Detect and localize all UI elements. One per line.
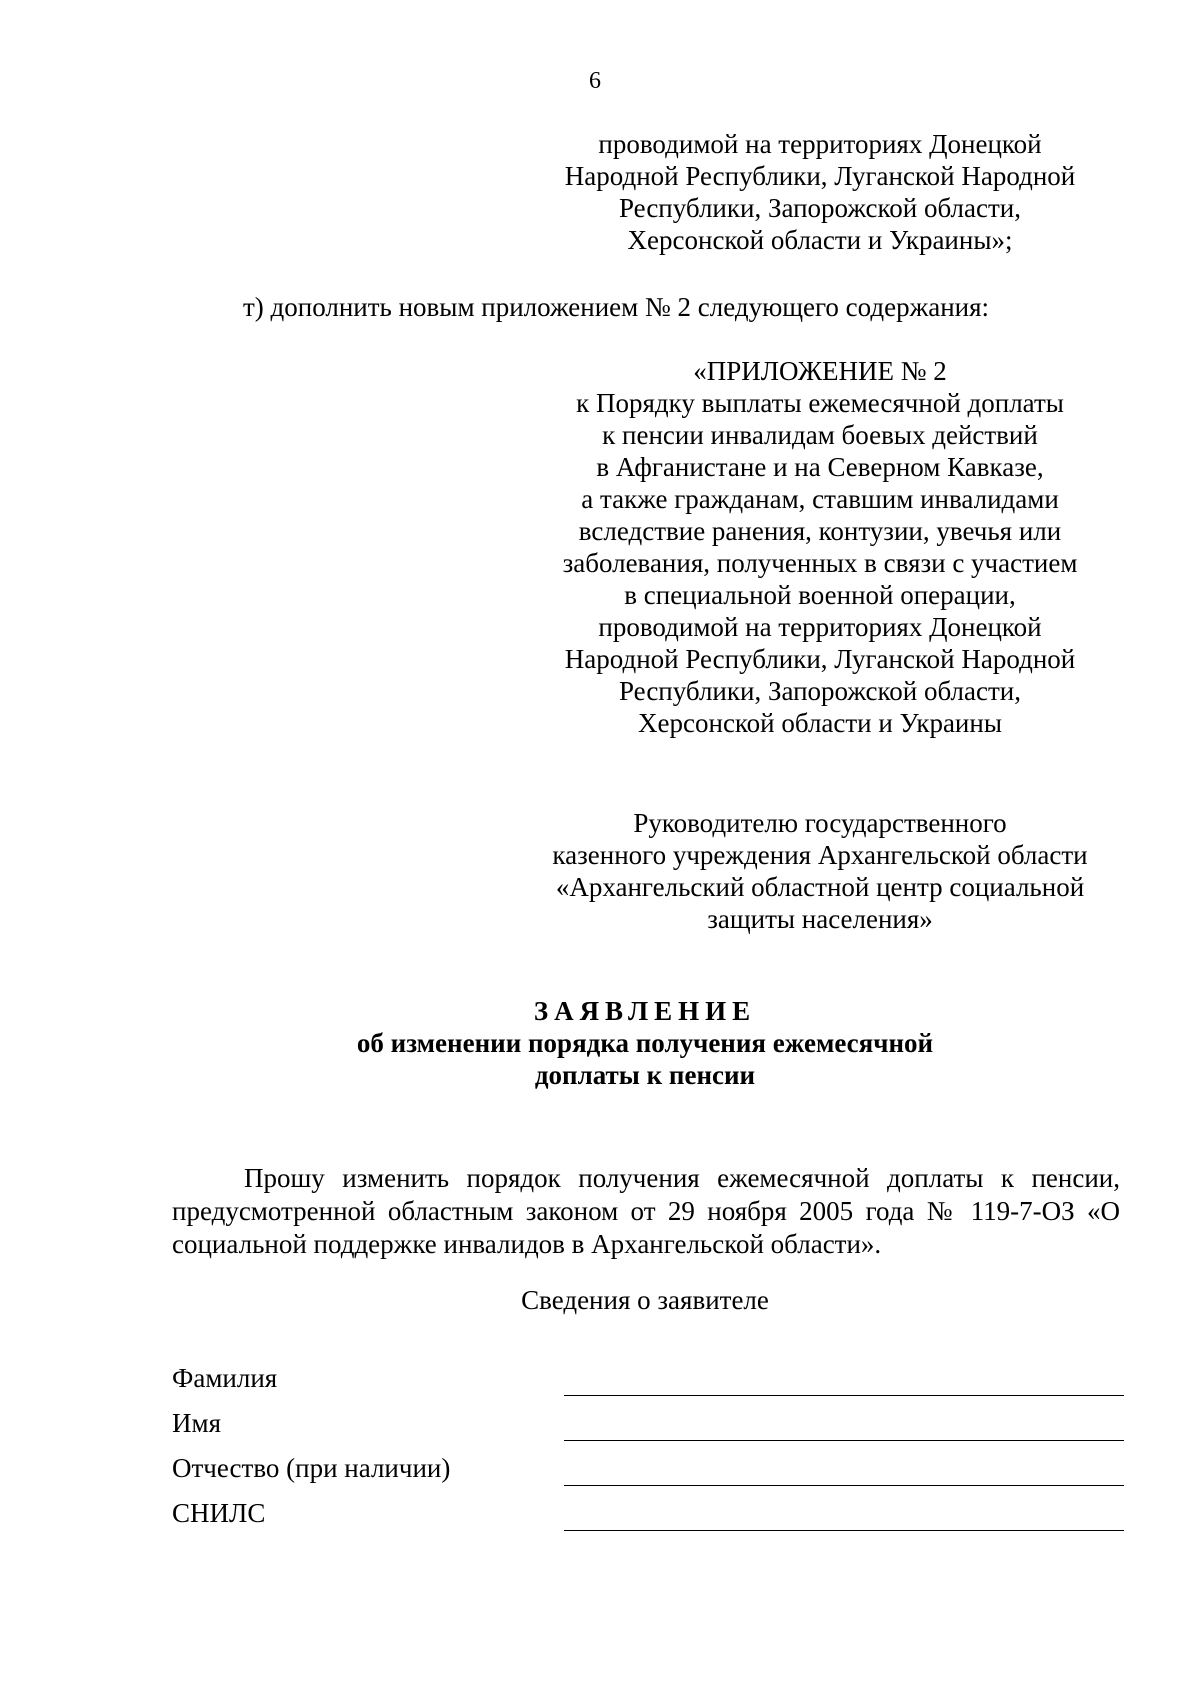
appendix-line: проводимой на территориях Донецкой	[598, 612, 1042, 642]
addressee-block	[530, 807, 1110, 935]
patronymic-fill-line[interactable]	[564, 1485, 1124, 1486]
name-fill-line[interactable]	[564, 1440, 1124, 1441]
appendix-heading-block	[530, 355, 1110, 739]
top-text-block	[530, 128, 1110, 256]
appendix-line: вследствие ранения, контузии, увечья или	[578, 516, 1062, 546]
field-label-snils: СНИЛС	[172, 1498, 266, 1528]
addressee-line: защиты населения»	[707, 904, 933, 934]
surname-fill-line[interactable]	[564, 1395, 1124, 1396]
appendix-line: заболевания, полученных в связи с участием	[562, 548, 1078, 578]
appendix-line: а также гражданам, ставшим инвалидами	[581, 484, 1059, 514]
appendix-line: в специальной военной операции,	[624, 580, 1016, 610]
statement-title	[0, 995, 1200, 1091]
appendix-line: Херсонской области и Украины	[638, 708, 1002, 738]
top-block-line: Херсонской области и Украины»;	[627, 225, 1013, 255]
field-label-patronymic: Отчество (при наличии)	[172, 1453, 451, 1483]
snils-fill-line[interactable]	[564, 1530, 1124, 1531]
appendix-line: к Порядку выплаты ежемесячной доплаты	[576, 388, 1064, 418]
item-t-paragraph: т) дополнить новым приложением № 2 следующего содержания:	[243, 292, 990, 322]
top-block-line: проводимой на территориях Донецкой	[598, 129, 1042, 159]
appendix-line: «ПРИЛОЖЕНИЕ № 2	[693, 356, 947, 386]
appendix-line: Республики, Запорожской области,	[619, 676, 1021, 706]
appendix-line: в Афганистане и на Северном Кавказе,	[596, 452, 1044, 482]
addressee-line: казенного учреждения Архангельской области	[552, 840, 1088, 870]
addressee-line: «Архангельский областной центр социальной	[555, 872, 1085, 902]
page-number: 6	[589, 68, 601, 94]
field-label-surname: Фамилия	[172, 1363, 278, 1393]
statement-subtitle-line1: об изменении порядка получения ежемесячной	[356, 1028, 934, 1058]
statement-subtitle-line2: доплаты к пенсии	[534, 1060, 756, 1090]
top-block-line: Народной Республики, Луганской Народной	[564, 161, 1076, 191]
addressee-line: Руководителю государственного	[633, 808, 1007, 838]
request-paragraph	[172, 1162, 1120, 1261]
applicant-section-heading: Сведения о заявителе	[521, 1285, 769, 1315]
field-label-name: Имя	[172, 1408, 222, 1438]
statement-heading: ЗАЯВЛЕНИЕ	[533, 996, 757, 1026]
request-text: Прошу изменить порядок получения ежемесячной доплаты к пенсии, предусмотренной областным законом от 29 ноября 2005 года № 119-7-ОЗ «О социальной поддержке инвалидов в Архангельской области».	[172, 1163, 1120, 1259]
top-block-line: Республики, Запорожской области,	[619, 193, 1021, 223]
appendix-line: к пенсии инвалидам боевых действий	[602, 420, 1038, 450]
appendix-line: Народной Республики, Луганской Народной	[564, 644, 1076, 674]
